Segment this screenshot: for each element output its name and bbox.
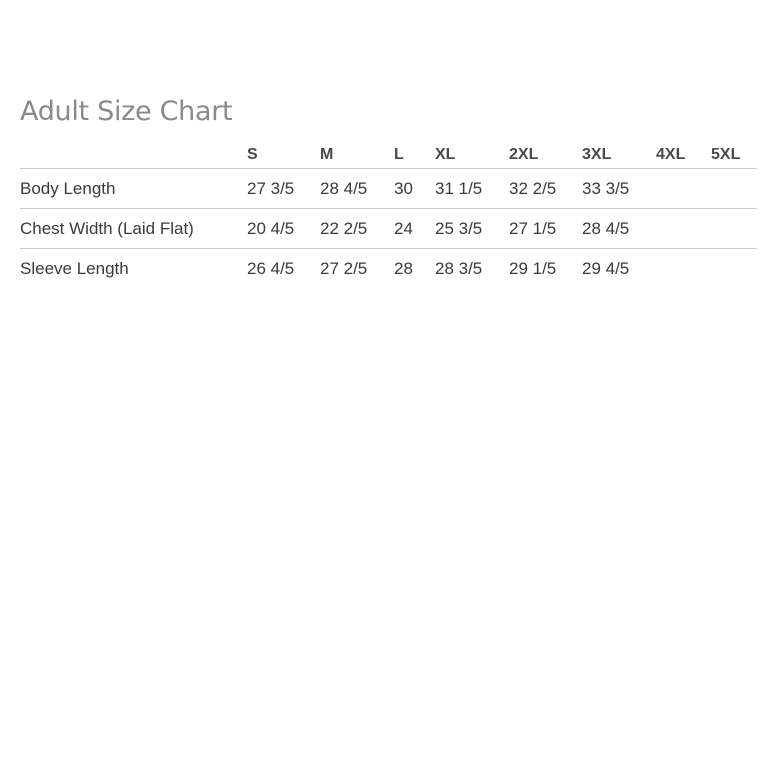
row-label: Sleeve Length	[20, 258, 129, 278]
table-cell: 28 4/5	[320, 169, 394, 209]
table-row	[20, 249, 757, 289]
header-cell-s: S	[247, 142, 320, 169]
table-cell: 28 3/5	[435, 258, 483, 278]
header-cell-4xl: 4XL	[656, 142, 711, 169]
header-cell-m: M	[320, 142, 394, 169]
table-cell	[656, 169, 711, 209]
header-cell-xl: XL	[435, 142, 509, 169]
row-label: Body Length	[20, 169, 247, 209]
page-title: Adult Size Chart	[20, 96, 233, 127]
table-cell: 30	[394, 169, 435, 209]
table-cell: 28 4/5	[582, 209, 656, 249]
table-cell: 31 1/5	[435, 169, 509, 209]
table-cell	[656, 209, 711, 249]
size-table	[20, 142, 757, 288]
table-cell: 25 3/5	[435, 209, 509, 249]
header-row	[20, 142, 757, 169]
table-cell	[711, 169, 757, 209]
header-cell-l: L	[394, 142, 435, 169]
table-cell: 24	[394, 209, 435, 249]
header-cell-empty	[20, 142, 247, 169]
table-cell: 27 1/5	[509, 209, 582, 249]
table-cell: 29 4/5	[582, 258, 630, 278]
table-cell: 26 4/5	[247, 258, 295, 278]
header-cell-5xl: 5XL	[711, 142, 757, 169]
table-cell: 20 4/5	[247, 209, 320, 249]
table-row	[20, 209, 757, 249]
table-cell	[711, 209, 757, 249]
table-cell: 22 2/5	[320, 209, 394, 249]
header-cell-2xl: 2XL	[509, 142, 582, 169]
size-chart	[20, 92, 757, 288]
table-cell: 28	[394, 258, 413, 278]
table-row	[20, 169, 757, 209]
table-cell: 27 2/5	[320, 258, 368, 278]
table-cell	[656, 249, 711, 289]
table-cell	[711, 249, 757, 289]
table-cell: 33 3/5	[582, 169, 656, 209]
row-label: Chest Width (Laid Flat)	[20, 209, 247, 249]
table-cell: 27 3/5	[247, 169, 320, 209]
header-cell-3xl: 3XL	[582, 142, 656, 169]
table-cell: 29 1/5	[509, 258, 557, 278]
table-cell: 32 2/5	[509, 169, 582, 209]
